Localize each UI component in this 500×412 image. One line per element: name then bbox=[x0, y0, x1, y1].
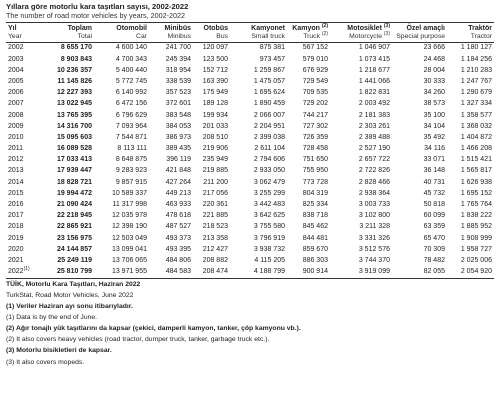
cell-bus: 199 934 bbox=[202, 111, 228, 119]
cell-small-truck: 3 062 479 bbox=[253, 178, 285, 186]
col-subheader-minibus: Minibus bbox=[167, 33, 191, 41]
cell-year: 2019 bbox=[8, 234, 24, 242]
cell-total: 14 316 700 bbox=[56, 122, 92, 130]
cell-motorcycle: 3 003 733 bbox=[358, 201, 390, 209]
col-header-tractor: Traktör bbox=[468, 25, 492, 32]
cell-total: 25 249 119 bbox=[57, 256, 92, 264]
cell-car: 9 283 923 bbox=[115, 167, 147, 175]
cell-truck: 709 535 bbox=[302, 89, 328, 97]
cell-truck: 886 303 bbox=[302, 256, 328, 264]
cell-small-truck: 2 204 951 bbox=[253, 122, 285, 130]
cell-bus: 219 906 bbox=[202, 145, 228, 153]
cell-year: 2012 bbox=[8, 156, 24, 164]
cell-truck: 844 481 bbox=[302, 234, 328, 242]
cell-minibus: 396 119 bbox=[166, 156, 191, 164]
cell-tractor: 1 358 577 bbox=[460, 111, 492, 119]
cell-tractor: 1 184 256 bbox=[460, 55, 492, 63]
cell-special: 38 573 bbox=[423, 100, 445, 108]
cell-small-truck: 3 938 732 bbox=[253, 245, 285, 253]
cell-total: 8 903 843 bbox=[60, 55, 92, 63]
table-body bbox=[6, 42, 494, 278]
cell-special: 45 732 bbox=[423, 189, 445, 197]
cell-minibus: 493 373 bbox=[165, 234, 191, 242]
cell-special: 60 099 bbox=[423, 212, 445, 220]
cell-motorcycle: 2 527 190 bbox=[358, 145, 390, 153]
cell-minibus: 338 539 bbox=[165, 77, 191, 85]
table-row bbox=[6, 222, 494, 233]
cell-total: 22 865 921 bbox=[56, 223, 92, 231]
cell-bus: 220 361 bbox=[202, 201, 228, 209]
cell-special: 50 818 bbox=[423, 201, 445, 209]
table-row bbox=[6, 132, 494, 143]
cell-minibus: 493 395 bbox=[165, 245, 191, 253]
cell-small-truck: 3 442 483 bbox=[253, 201, 285, 209]
cell-motorcycle: 2 828 466 bbox=[358, 178, 390, 186]
cell-special: 24 468 bbox=[423, 55, 445, 63]
col-header-year: Yıl bbox=[8, 25, 17, 32]
cell-car: 5 400 440 bbox=[115, 66, 147, 74]
col-header-special: Özel amaçlı bbox=[406, 25, 445, 32]
cell-total: 15 095 603 bbox=[56, 133, 92, 141]
cell-bus: 120 097 bbox=[202, 44, 228, 52]
cell-special: 78 482 bbox=[423, 256, 445, 264]
cell-minibus: 384 053 bbox=[165, 122, 191, 130]
cell-bus: 152 712 bbox=[202, 66, 228, 74]
table-row bbox=[6, 244, 494, 255]
cell-total: 21 090 424 bbox=[56, 201, 92, 209]
cell-truck: 773 728 bbox=[302, 178, 328, 186]
cell-car: 9 857 915 bbox=[115, 178, 147, 186]
col-subheader-car: Car bbox=[136, 33, 147, 41]
cell-motorcycle: 3 211 328 bbox=[359, 223, 390, 231]
cell-year: 2007 bbox=[8, 100, 24, 108]
cell-year: 2002 bbox=[8, 44, 24, 52]
cell-small-truck: 1 695 624 bbox=[253, 89, 285, 97]
cell-minibus: 449 213 bbox=[165, 189, 191, 197]
cell-total: 25 810 799 bbox=[56, 268, 92, 276]
cell-special: 70 309 bbox=[423, 245, 445, 253]
cell-car: 8 648 875 bbox=[115, 156, 147, 164]
cell-total: 10 236 357 bbox=[56, 66, 92, 74]
cell-year: 2017 bbox=[8, 212, 24, 220]
cell-minibus: 478 618 bbox=[165, 212, 191, 220]
cell-year: 2009 bbox=[8, 122, 24, 130]
cell-special: 35 492 bbox=[423, 133, 445, 141]
cell-special: 35 100 bbox=[423, 111, 445, 119]
cell-total: 18 828 721 bbox=[56, 178, 92, 186]
cell-tractor: 1 908 999 bbox=[460, 234, 492, 242]
cell-tractor: 1 565 817 bbox=[460, 167, 492, 175]
cell-motorcycle: 1 822 831 bbox=[358, 89, 390, 97]
cell-total: 24 144 857 bbox=[56, 245, 92, 253]
note-1-tr: (1) Veriler Haziran ayı sonu itibarıyladır. bbox=[6, 303, 133, 311]
cell-special: 82 055 bbox=[423, 268, 445, 276]
cell-bus: 208 510 bbox=[202, 133, 228, 141]
cell-minibus: 484 806 bbox=[165, 256, 191, 264]
table-row bbox=[6, 144, 494, 155]
cell-motorcycle: 2 303 261 bbox=[358, 122, 390, 130]
cell-tractor: 1 290 679 bbox=[460, 89, 492, 97]
cell-total: 23 156 975 bbox=[56, 234, 92, 242]
cell-truck: 900 914 bbox=[302, 268, 328, 276]
cell-small-truck: 3 255 299 bbox=[253, 189, 285, 197]
cell-small-truck: 2 399 038 bbox=[253, 133, 285, 141]
cell-small-truck: 4 115 205 bbox=[254, 256, 285, 264]
table-row bbox=[6, 42, 494, 54]
table-row bbox=[6, 121, 494, 132]
cell-motorcycle: 1 218 677 bbox=[358, 66, 390, 74]
cell-small-truck: 2 794 606 bbox=[253, 156, 285, 164]
cell-car: 11 317 998 bbox=[112, 201, 147, 209]
cell-tractor: 1 180 127 bbox=[460, 44, 492, 52]
cell-total: 8 655 170 bbox=[60, 44, 92, 52]
cell-tractor: 1 885 952 bbox=[460, 223, 492, 231]
cell-motorcycle: 3 919 099 bbox=[358, 268, 390, 276]
cell-motorcycle: 2 938 364 bbox=[358, 189, 390, 197]
cell-truck: 744 217 bbox=[302, 111, 328, 119]
vehicle-table bbox=[6, 22, 494, 279]
cell-small-truck: 3 796 919 bbox=[253, 234, 285, 242]
col-header-car: Otomobil bbox=[116, 25, 147, 32]
cell-year: 2022$^{(1)}$ bbox=[8, 266, 30, 276]
table-row bbox=[6, 65, 494, 76]
cell-tractor: 1 515 421 bbox=[460, 156, 492, 164]
cell-motorcycle: 1 073 415 bbox=[358, 55, 390, 63]
cell-minibus: 241 700 bbox=[165, 44, 191, 52]
cell-tractor: 1 368 032 bbox=[460, 122, 492, 130]
cell-car: 5 772 745 bbox=[115, 77, 147, 85]
cell-year: 2003 bbox=[8, 55, 24, 63]
cell-small-truck: 1 259 867 bbox=[253, 66, 285, 74]
header-row-tr bbox=[6, 23, 494, 34]
table-title: Yıllara göre motorlu kara taşıtları sayısı, 2002-2022 bbox=[6, 2, 189, 11]
cell-special: 34 260 bbox=[423, 89, 445, 97]
cell-minibus: 427 264 bbox=[165, 178, 191, 186]
cell-bus: 189 128 bbox=[202, 100, 228, 108]
year-footnote-marker: (1) bbox=[23, 266, 30, 273]
table-row bbox=[6, 110, 494, 121]
cell-bus: 211 200 bbox=[203, 178, 228, 186]
cell-year: 2011 bbox=[8, 145, 24, 153]
table-row bbox=[6, 99, 494, 110]
cell-total: 19 994 472 bbox=[56, 189, 92, 197]
cell-bus: 123 500 bbox=[202, 55, 228, 63]
cell-bus: 221 885 bbox=[202, 212, 228, 220]
cell-special: 33 071 bbox=[423, 156, 445, 164]
table-subtitle: The number of road motor vehicles by years, 2002-2022 bbox=[6, 10, 185, 20]
col-header-minibus: Minibüs bbox=[164, 25, 191, 32]
cell-year: 2010 bbox=[8, 133, 24, 141]
cell-year: 2006 bbox=[8, 89, 24, 97]
source-tr: TÜİK, Motorlu Kara Taşıtları, Haziran 2022 bbox=[6, 280, 141, 288]
cell-special: 63 359 bbox=[423, 223, 445, 231]
header-row-en bbox=[6, 33, 494, 42]
cell-car: 8 113 111 bbox=[117, 145, 147, 153]
table-row bbox=[6, 188, 494, 199]
cell-motorcycle: 2 657 722 bbox=[358, 156, 390, 164]
cell-tractor: 2 025 006 bbox=[460, 256, 492, 264]
cell-total: 11 145 826 bbox=[57, 77, 92, 85]
col-subheader-motorcycle: Motorcycle $^{(3)}$ bbox=[349, 31, 390, 41]
note-1-en: (1) Data is by the end of June. bbox=[6, 314, 98, 322]
cell-bus: 175 949 bbox=[202, 89, 228, 97]
note-3-tr: (3) Motorlu bisikletleri de kapsar. bbox=[6, 347, 112, 355]
col-header-truck: Kamyon $^{(2)}$ bbox=[292, 23, 328, 32]
cell-small-truck: 1 890 459 bbox=[253, 100, 285, 108]
source-en: TurkStat, Road Motor Vehicles, June 2022 bbox=[6, 291, 134, 299]
cell-small-truck: 875 381 bbox=[259, 44, 285, 52]
cell-motorcycle: 1 046 907 bbox=[358, 44, 390, 52]
note-3-en: (3) It also covers mopeds. bbox=[6, 358, 85, 366]
table-row bbox=[6, 177, 494, 188]
cell-truck: 825 334 bbox=[302, 201, 328, 209]
cell-truck: 676 929 bbox=[302, 66, 328, 74]
cell-truck: 859 670 bbox=[302, 245, 328, 253]
cell-total: 12 227 393 bbox=[56, 89, 92, 97]
cell-year: 2014 bbox=[8, 178, 24, 186]
cell-motorcycle: 2 181 383 bbox=[358, 111, 390, 119]
cell-small-truck: 2 611 104 bbox=[254, 145, 285, 153]
cell-small-truck: 2 933 050 bbox=[253, 167, 285, 175]
cell-bus: 212 427 bbox=[202, 245, 228, 253]
footnotes bbox=[6, 281, 494, 367]
cell-car: 7 093 964 bbox=[115, 122, 147, 130]
note-2-tr: (2) Ağır tonajlı yük taşıtlarını da kapsar (çekici, damperli kamyon, tanker, çöp kamyonu vb.). bbox=[6, 325, 301, 333]
cell-tractor: 1 838 222 bbox=[460, 212, 492, 220]
cell-small-truck: 3 755 580 bbox=[253, 223, 285, 231]
cell-tractor: 1 695 152 bbox=[460, 189, 492, 197]
cell-minibus: 463 933 bbox=[165, 201, 191, 209]
cell-total: 13 022 945 bbox=[56, 100, 92, 108]
cell-car: 13 706 065 bbox=[111, 256, 147, 264]
table-row bbox=[6, 155, 494, 166]
table-row bbox=[6, 76, 494, 87]
cell-motorcycle: 3 512 576 bbox=[358, 245, 390, 253]
cell-minibus: 484 583 bbox=[165, 268, 191, 276]
cell-tractor: 1 404 872 bbox=[460, 133, 492, 141]
cell-truck: 838 718 bbox=[302, 212, 328, 220]
cell-minibus: 245 394 bbox=[165, 55, 191, 63]
cell-total: 22 218 945 bbox=[56, 212, 92, 220]
cell-tractor: 2 054 920 bbox=[460, 268, 492, 276]
cell-motorcycle: 2 389 488 bbox=[358, 133, 390, 141]
cell-minibus: 386 973 bbox=[165, 133, 191, 141]
cell-year: 2016 bbox=[8, 201, 24, 209]
col-subheader-truck: Truck $^{(2)}$ bbox=[303, 31, 328, 41]
table-row bbox=[6, 255, 494, 266]
col-subheader-total: Total bbox=[77, 33, 92, 41]
cell-truck: 755 950 bbox=[302, 167, 328, 175]
cell-year: 2015 bbox=[8, 189, 24, 197]
cell-small-truck: 3 642 625 bbox=[253, 212, 285, 220]
cell-car: 13 099 041 bbox=[111, 245, 147, 253]
cell-total: 16 089 528 bbox=[56, 145, 92, 153]
cell-special: 34 104 bbox=[423, 122, 445, 130]
table-row bbox=[6, 166, 494, 177]
cell-tractor: 1 958 727 bbox=[460, 245, 492, 253]
cell-bus: 163 390 bbox=[202, 77, 228, 85]
col-header-motorcycle: Motosiklet $^{(3)}$ bbox=[347, 23, 390, 32]
cell-minibus: 421 848 bbox=[165, 167, 191, 175]
cell-special: 30 333 bbox=[423, 77, 445, 85]
table-row bbox=[6, 88, 494, 99]
cell-tractor: 1 327 334 bbox=[460, 100, 492, 108]
cell-motorcycle: 1 441 066 bbox=[358, 77, 390, 85]
cell-year: 2004 bbox=[8, 66, 24, 74]
cell-tractor: 1 626 938 bbox=[460, 178, 492, 186]
cell-bus: 218 523 bbox=[202, 223, 228, 231]
cell-minibus: 389 435 bbox=[165, 145, 191, 153]
cell-bus: 201 033 bbox=[202, 122, 228, 130]
cell-truck: 751 650 bbox=[302, 156, 328, 164]
cell-minibus: 487 527 bbox=[165, 223, 191, 231]
cell-truck: 804 319 bbox=[302, 189, 328, 197]
cell-special: 36 148 bbox=[423, 167, 445, 175]
cell-special: 40 731 bbox=[423, 178, 445, 186]
col-subheader-special: Special purpose bbox=[396, 33, 445, 41]
col-subheader-year: Year bbox=[8, 33, 22, 41]
cell-motorcycle: 2 003 492 bbox=[358, 100, 390, 108]
cell-truck: 579 010 bbox=[302, 55, 328, 63]
cell-car: 10 589 337 bbox=[111, 189, 147, 197]
table-row bbox=[6, 199, 494, 210]
cell-tractor: 1 247 767 bbox=[460, 77, 492, 85]
cell-truck: 728 458 bbox=[302, 145, 328, 153]
col-subheader-small-truck: Small truck bbox=[251, 33, 285, 41]
cell-year: 2018 bbox=[8, 223, 24, 231]
cell-car: 12 503 049 bbox=[111, 234, 147, 242]
table-row bbox=[6, 267, 494, 279]
cell-truck: 845 462 bbox=[302, 223, 328, 231]
cell-total: 17 939 447 bbox=[56, 167, 92, 175]
cell-tractor: 1 210 283 bbox=[460, 66, 492, 74]
cell-truck: 729 549 bbox=[302, 77, 328, 85]
cell-truck: 727 302 bbox=[302, 122, 328, 130]
cell-year: 2013 bbox=[8, 167, 24, 175]
cell-special: 34 116 bbox=[424, 145, 445, 153]
cell-motorcycle: 3 744 370 bbox=[358, 256, 390, 264]
cell-motorcycle: 3 331 326 bbox=[358, 234, 390, 242]
cell-year: 2005 bbox=[8, 77, 24, 85]
cell-car: 6 140 992 bbox=[115, 89, 147, 97]
cell-small-truck: 4 188 799 bbox=[253, 268, 285, 276]
cell-minibus: 383 548 bbox=[165, 111, 191, 119]
cell-minibus: 318 954 bbox=[165, 66, 191, 74]
cell-total: 13 765 395 bbox=[56, 111, 92, 119]
cell-car: 4 700 343 bbox=[115, 55, 147, 63]
cell-car: 6 796 629 bbox=[115, 111, 147, 119]
table-row bbox=[6, 211, 494, 222]
col-subheader-tractor: Tractor bbox=[470, 33, 492, 41]
cell-bus: 219 885 bbox=[202, 167, 228, 175]
cell-year: 2021 bbox=[8, 256, 24, 264]
cell-special: 28 004 bbox=[423, 66, 445, 74]
col-header-bus: Otobüs bbox=[203, 25, 228, 32]
cell-motorcycle: 2 722 826 bbox=[358, 167, 390, 175]
cell-bus: 217 056 bbox=[202, 189, 228, 197]
cell-special: 65 470 bbox=[423, 234, 445, 242]
cell-car: 12 035 978 bbox=[111, 212, 147, 220]
cell-bus: 208 882 bbox=[202, 256, 228, 264]
cell-small-truck: 1 475 057 bbox=[253, 77, 285, 85]
cell-car: 12 398 190 bbox=[111, 223, 147, 231]
cell-truck: 726 359 bbox=[302, 133, 328, 141]
cell-small-truck: 973 457 bbox=[259, 55, 285, 63]
cell-year: 2008 bbox=[8, 111, 24, 119]
cell-bus: 235 949 bbox=[202, 156, 228, 164]
cell-minibus: 357 523 bbox=[165, 89, 191, 97]
table-row bbox=[6, 233, 494, 244]
cell-bus: 208 474 bbox=[202, 268, 228, 276]
cell-truck: 729 202 bbox=[302, 100, 328, 108]
cell-bus: 213 358 bbox=[202, 234, 228, 242]
col-header-small-truck: Kamyonet bbox=[251, 25, 285, 32]
note-2-en: (2) It also covers heavy vehicles (road tractor, dumper truck, tanker, garbage truck etc.). bbox=[6, 336, 270, 344]
cell-minibus: 372 601 bbox=[165, 100, 191, 108]
cell-car: 7 544 871 bbox=[115, 133, 147, 141]
cell-car: 13 971 955 bbox=[111, 268, 147, 276]
cell-car: 4 600 140 bbox=[115, 44, 147, 52]
col-subheader-bus: Bus bbox=[216, 33, 228, 41]
table-row bbox=[6, 54, 494, 65]
cell-truck: 567 152 bbox=[302, 44, 328, 52]
cell-year: 2020 bbox=[8, 245, 24, 253]
cell-tractor: 1 765 764 bbox=[460, 201, 492, 209]
cell-tractor: 1 466 208 bbox=[460, 145, 492, 153]
cell-total: 17 033 413 bbox=[56, 156, 92, 164]
col-header-total: Toplam bbox=[67, 25, 92, 32]
cell-special: 23 666 bbox=[423, 44, 445, 52]
cell-small-truck: 2 066 007 bbox=[253, 111, 285, 119]
cell-car: 6 472 156 bbox=[115, 100, 147, 108]
cell-motorcycle: 3 102 800 bbox=[358, 212, 390, 220]
